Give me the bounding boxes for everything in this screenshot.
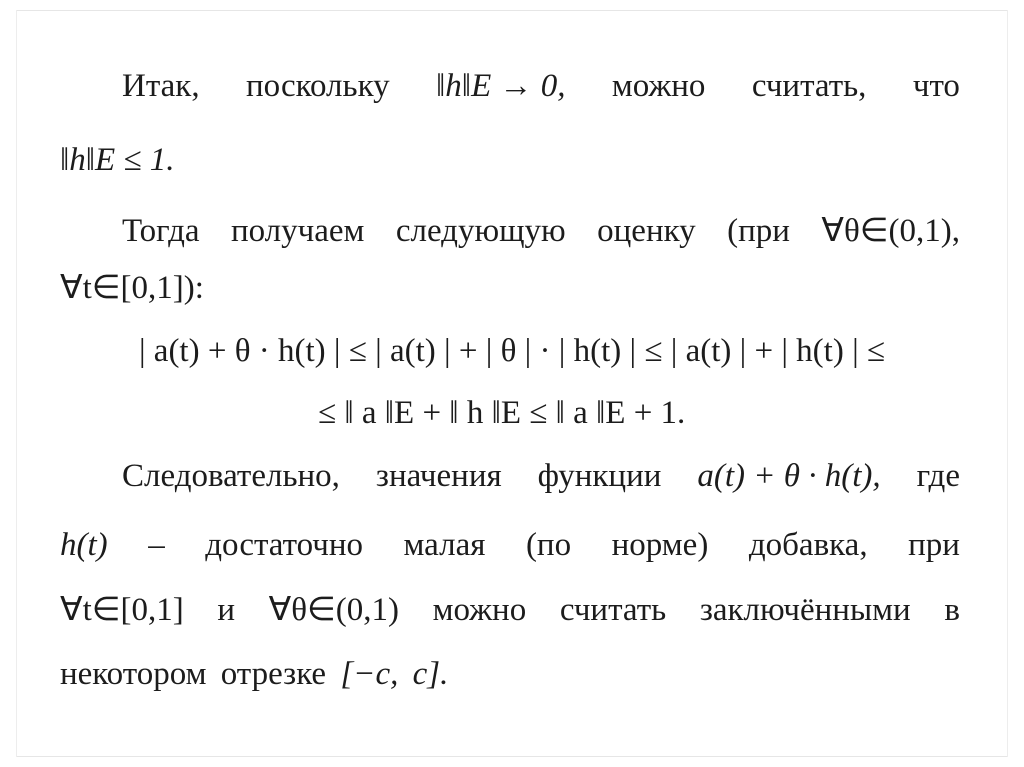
equation-line-1: | a(t) + θ · h(t) | ≤ | a(t) | + | θ | · | h(t) | ≤ | a(t) | + | h(t) | ≤ [138,333,886,369]
word: малая [403,527,486,563]
formula-norm-limit: ‖h‖E → 0, [436,68,566,104]
paragraph-3-line-1 [60,456,960,496]
word: функции [537,458,662,494]
word: следующую [395,213,566,249]
word: можно [432,592,527,628]
formula-t-condition: ∀t∈[0,1] [60,592,184,628]
word: добавка, [748,527,868,563]
formula-interval: [−c, c]. [340,656,449,692]
word: норме) [611,527,709,563]
slide-border-bottom [16,756,1008,757]
word: Тогда [122,213,200,249]
word: отрезке [220,656,327,692]
formula-norm-bound: ‖h‖E ≤ 1. [60,142,175,178]
word: значения [375,458,502,494]
word: поскольку [246,68,390,104]
paragraph-3-line-2 [60,525,960,565]
formula-function: a(t) + θ · h(t), [697,458,881,494]
formula-theta-condition: ∀θ∈(0,1) [268,592,400,628]
formula-t-condition: ∀t∈[0,1]): [60,270,204,306]
equation-line-2: ≤ ‖ a ‖E + ‖ h ‖E ≤ ‖ a ‖E + 1. [318,395,686,431]
slide-border-right [1007,10,1008,757]
paragraph-2-line-2 [60,268,960,308]
word: где [916,458,960,494]
word: в [944,592,960,628]
word: получаем [230,213,365,249]
paragraph-3-line-4 [60,654,960,694]
paragraph-1-line-1 [60,66,960,106]
word: заключёнными [699,592,911,628]
word: и [217,592,236,628]
word: – [148,527,165,563]
paragraph-3-line-3 [60,590,960,630]
word: (по [525,527,572,563]
formula-theta-condition: ∀θ∈(0,1), [821,213,960,249]
word: (при [727,213,790,249]
word: считать, [751,68,867,104]
word: при [908,527,960,563]
word: Итак, [122,68,200,104]
word: оценку [597,213,696,249]
word: что [912,68,960,104]
paragraph-1-line-2 [60,140,960,180]
slide-border-top [16,10,1008,11]
paragraph-2-line-1 [60,211,960,251]
word: Следовательно, [122,458,340,494]
formula-h: h(t) [60,527,108,563]
word: считать [559,592,667,628]
word: некотором [60,656,207,692]
word: можно [611,68,706,104]
word: достаточно [205,527,363,563]
slide-border-left [16,10,17,757]
